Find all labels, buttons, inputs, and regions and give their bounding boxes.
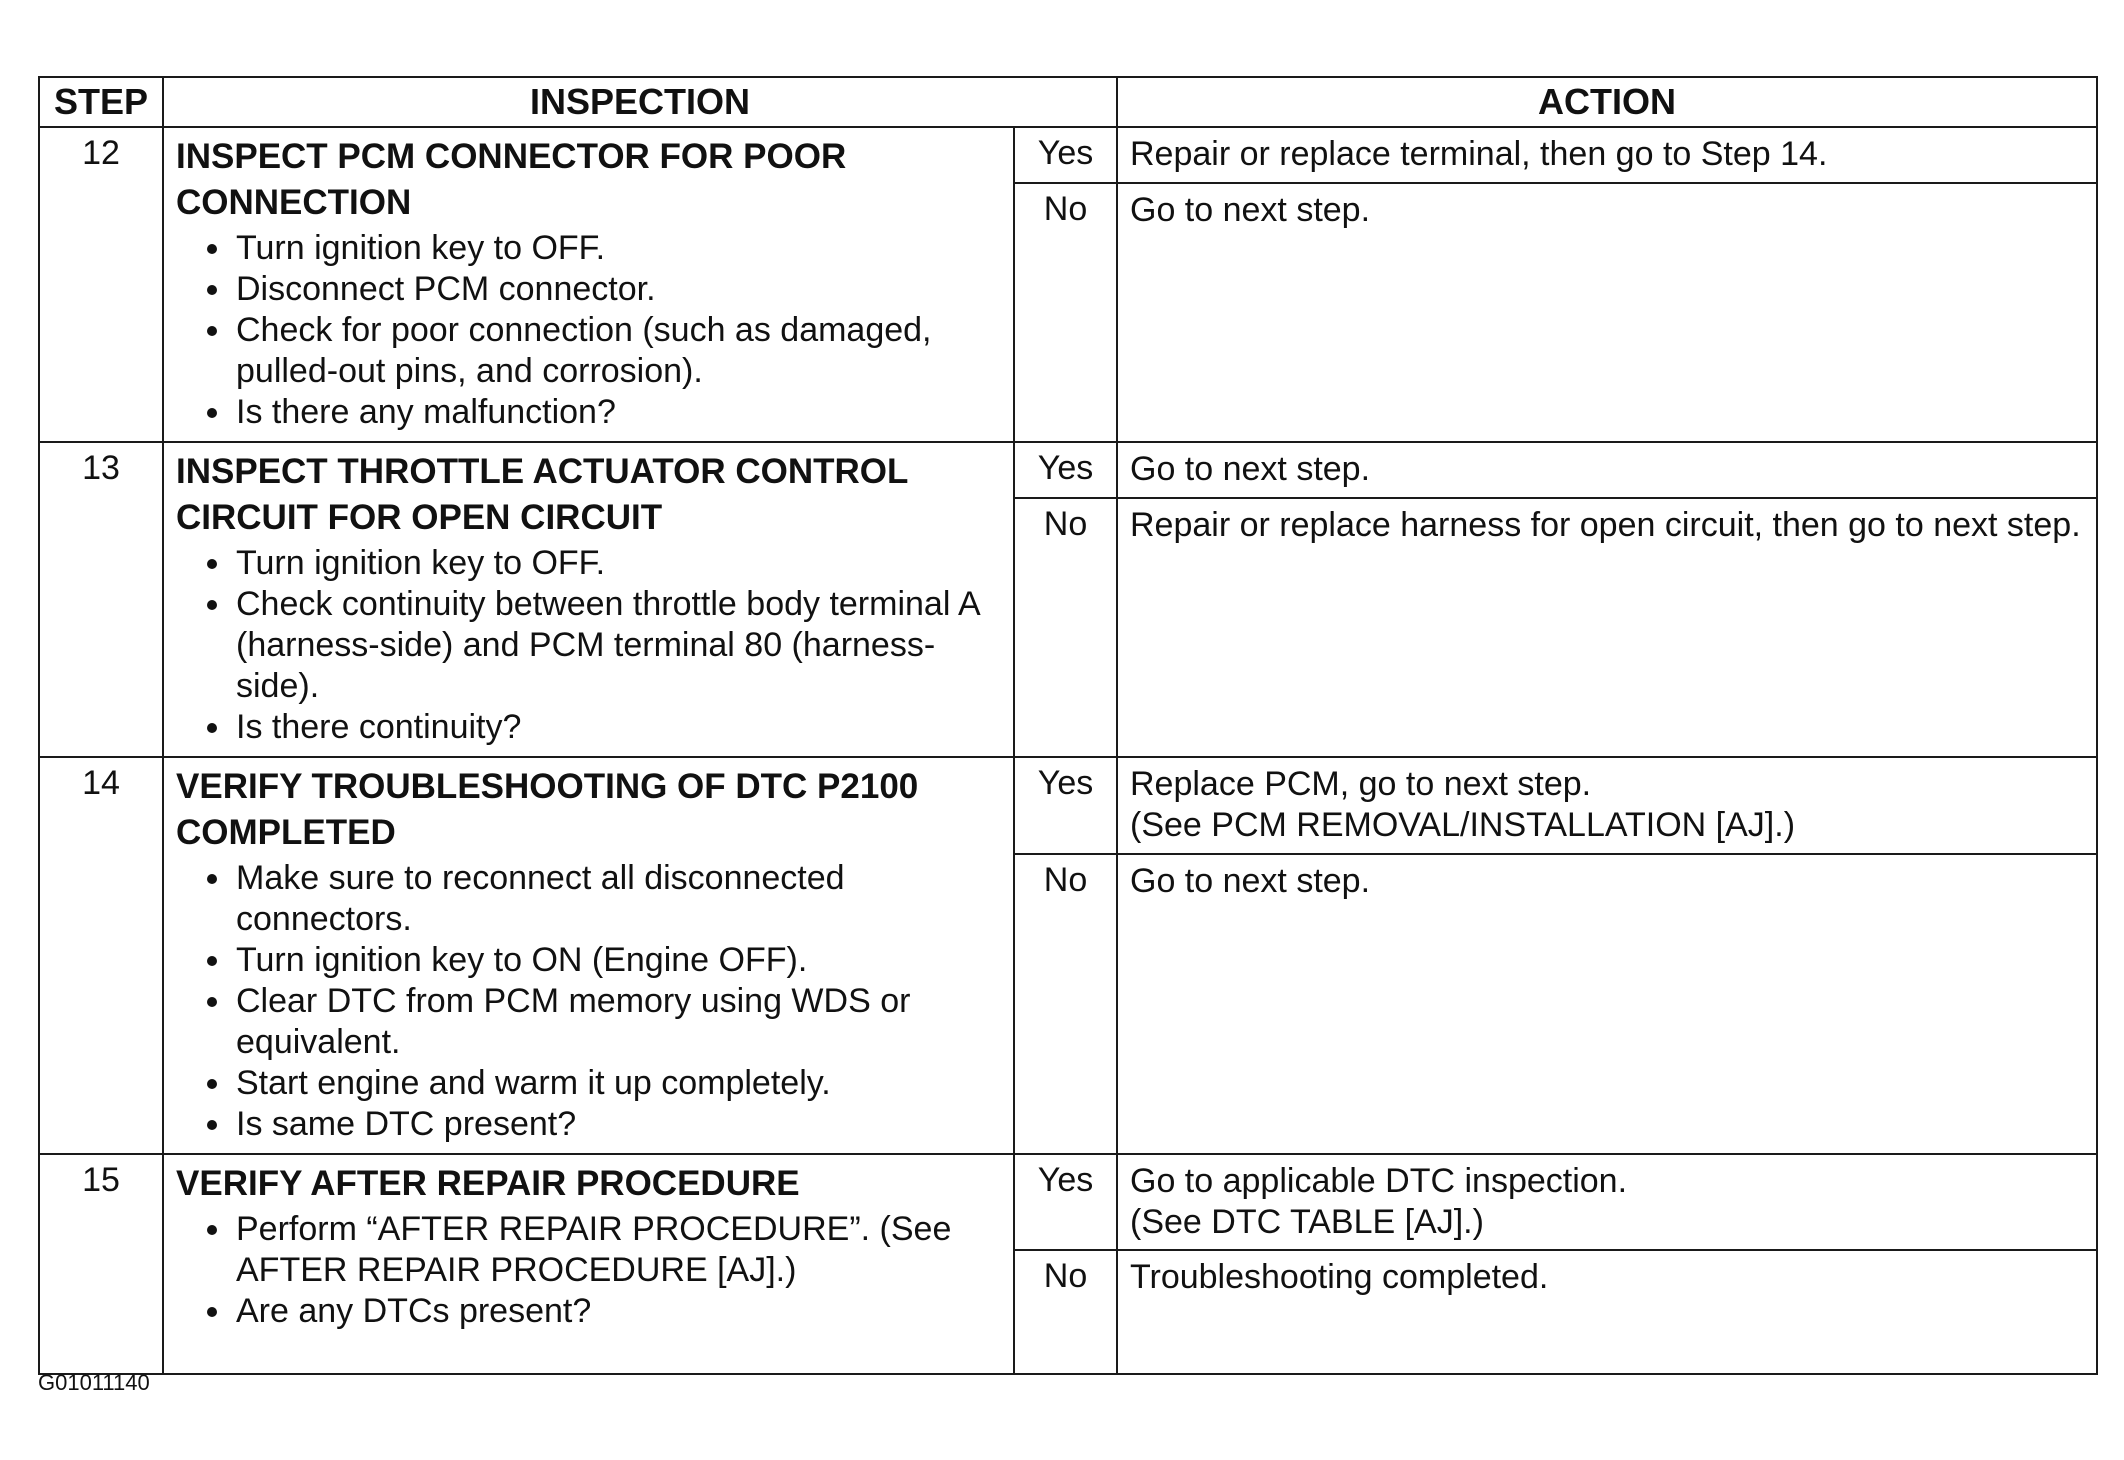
no-label: No: [1014, 498, 1117, 757]
bullet-item: • Is same DTC present?: [234, 1104, 1003, 1145]
inspection-title: VERIFY AFTER REPAIR PROCEDURE: [176, 1164, 800, 1203]
step-number: 12: [39, 127, 163, 442]
bullet-item: • Perform “AFTER REPAIR PROCEDURE”. (See AFTER REPAIR PROCEDURE [AJ].): [234, 1209, 1003, 1291]
inspection-cell: [163, 1154, 1014, 1374]
bullet-item: • Disconnect PCM connector.: [234, 269, 1003, 310]
no-action: Troubleshooting completed.: [1117, 1250, 2097, 1374]
header-action: ACTION: [1117, 77, 2097, 127]
yes-label: Yes: [1014, 1154, 1117, 1250]
yes-action: Repair or replace terminal, then go to Step 14.: [1117, 127, 2097, 183]
step-number: 13: [39, 442, 163, 757]
step-number: 15: [39, 1154, 163, 1374]
bullet-item: • Start engine and warm it up completely.: [234, 1063, 1003, 1104]
yes-action-reference: (See PCM REMOVAL/INSTALLATION [AJ].): [1130, 806, 1796, 844]
figure-code: G01011140: [38, 1370, 150, 1395]
procedure-document: [38, 76, 2096, 1375]
bullet-item: • Is there continuity?: [234, 707, 1003, 748]
yes-action-line: Go to applicable DTC inspection.: [1130, 1162, 1628, 1200]
yes-action-reference: (See DTC TABLE [AJ].): [1130, 1203, 1484, 1241]
inspection-cell: [163, 442, 1014, 757]
bullet-item: • Is there any malfunction?: [234, 392, 1003, 433]
inspection-cell: [163, 757, 1014, 1154]
no-label: No: [1014, 854, 1117, 1154]
bullet-item: • Turn ignition key to ON (Engine OFF).: [234, 940, 1003, 981]
yes-label: Yes: [1014, 757, 1117, 854]
bullet-item: • Make sure to reconnect all disconnected connectors.: [234, 858, 1003, 940]
yes-label: Yes: [1014, 127, 1117, 183]
inspection-bullets: [176, 1209, 1003, 1332]
inspection-title: INSPECT THROTTLE ACTUATOR CONTROL CIRCUIT FOR OPEN CIRCUIT: [176, 452, 908, 537]
bullet-item: • Turn ignition key to OFF.: [234, 543, 1003, 584]
header-inspection: INSPECTION: [163, 77, 1117, 127]
yes-action: [1117, 1154, 2097, 1250]
header-step: STEP: [39, 77, 163, 127]
no-label: No: [1014, 1250, 1117, 1374]
no-action: Repair or replace harness for open circuit, then go to next step.: [1117, 498, 2097, 757]
table-header-row: [39, 77, 2097, 127]
no-action: Go to next step.: [1117, 854, 2097, 1154]
troubleshooting-table: [38, 76, 2098, 1375]
no-action: Go to next step.: [1117, 183, 2097, 442]
step-number: 14: [39, 757, 163, 1154]
inspection-bullets: [176, 858, 1003, 1145]
table-row: [39, 127, 2097, 183]
inspection-bullets: [176, 228, 1003, 433]
inspection-title: VERIFY TROUBLESHOOTING OF DTC P2100 COMPLETED: [176, 767, 919, 852]
yes-action: Go to next step.: [1117, 442, 2097, 498]
bullet-item: • Clear DTC from PCM memory using WDS or equivalent.: [234, 981, 1003, 1063]
table-row: [39, 757, 2097, 854]
bullet-item: • Are any DTCs present?: [234, 1291, 1003, 1332]
table-row: [39, 1154, 2097, 1250]
no-label: No: [1014, 183, 1117, 442]
inspection-bullets: [176, 543, 1003, 748]
inspection-cell: [163, 127, 1014, 442]
inspection-title: INSPECT PCM CONNECTOR FOR POOR CONNECTION: [176, 137, 847, 222]
bullet-item: • Check for poor connection (such as damaged, pulled-out pins, and corrosion).: [234, 310, 1003, 392]
table-row: [39, 442, 2097, 498]
bullet-item: • Turn ignition key to OFF.: [234, 228, 1003, 269]
yes-action-line: Replace PCM, go to next step.: [1130, 765, 1592, 803]
yes-action: [1117, 757, 2097, 854]
bullet-item: • Check continuity between throttle body terminal A (harness-side) and PCM terminal 80 (harness-side).: [234, 584, 1003, 707]
yes-label: Yes: [1014, 442, 1117, 498]
